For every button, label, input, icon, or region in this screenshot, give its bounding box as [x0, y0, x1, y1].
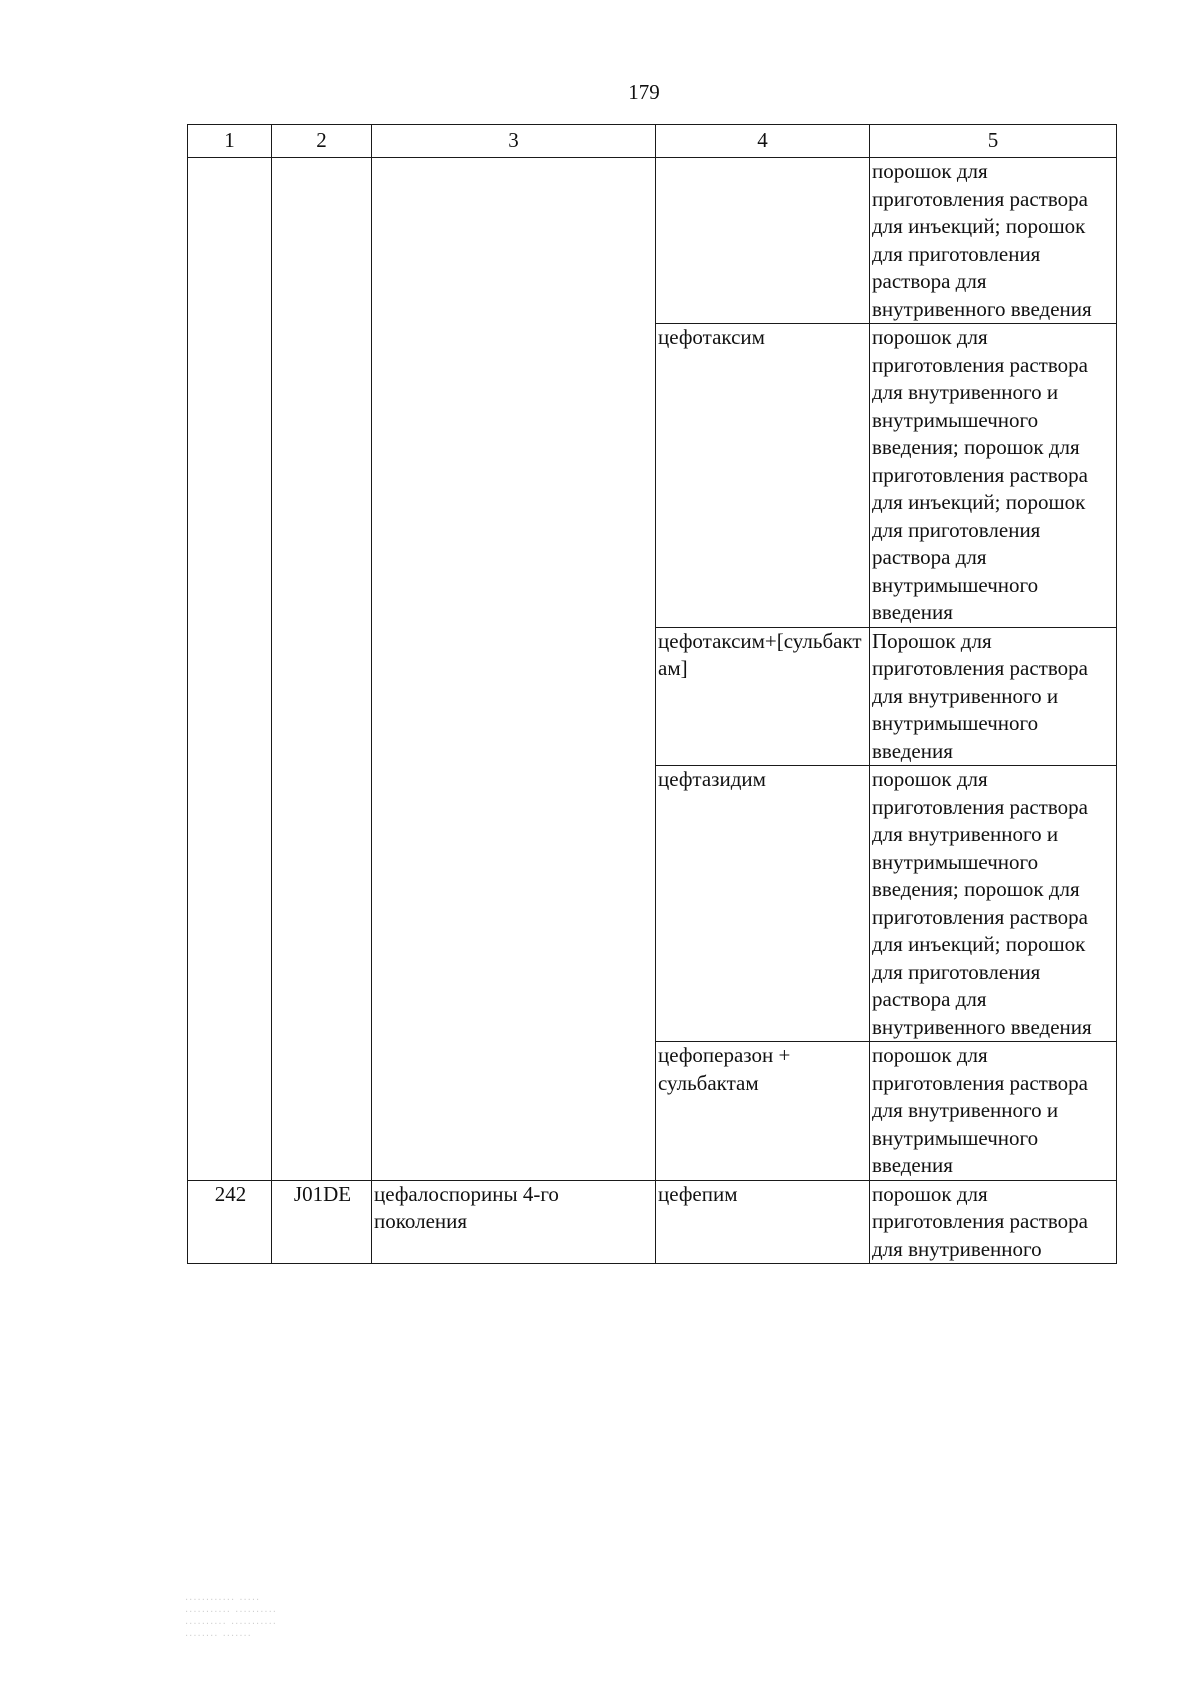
- dosage-form-cell: порошок для приготовления раствора для внутривенного и внутримышечного введения; порошок для приготовления раствора для инъекций; порошок для приготовления раствора для внутривенного введения: [870, 766, 1117, 1042]
- continued-num-cell: [188, 158, 272, 1181]
- header-col-5: 5: [870, 125, 1117, 158]
- row-number-cell: 242: [188, 1180, 272, 1264]
- header-col-1: 1: [188, 125, 272, 158]
- drug-name-cell: цефтазидим: [656, 766, 870, 1042]
- dosage-form-cell: порошок для приготовления раствора для внутривенного и внутримышечного введения; порошок для приготовления раствора для инъекций; порошок для приготовления раствора для внутримышечного введения: [870, 324, 1117, 628]
- page-number: 179: [628, 80, 660, 104]
- drug-name-cell: [656, 158, 870, 324]
- header-col-3: 3: [372, 125, 656, 158]
- drug-name-cell: цефоперазон + сульбактам: [656, 1042, 870, 1181]
- continued-group-cell: [372, 158, 656, 1181]
- table-header-row: [188, 125, 1117, 158]
- faded-stamp: ············ ····· ··········· ·········· ·········· ··········· ········ ·······: [185, 1595, 277, 1642]
- header-col-4: 4: [656, 125, 870, 158]
- drug-table: [187, 124, 1117, 1264]
- atc-code-cell: J01DE: [272, 1180, 372, 1264]
- drug-name-cell: цефотаксим+[сульбактам]: [656, 627, 870, 766]
- group-name-cell: цефалоспорины 4-го поколения: [372, 1180, 656, 1264]
- continued-code-cell: [272, 158, 372, 1181]
- table-row-242: [188, 1180, 1117, 1264]
- table-row: [188, 158, 1117, 324]
- dosage-form-cell: Порошок для приготовления раствора для внутривенного и внутримышечного введения: [870, 627, 1117, 766]
- drug-name-cell: цефепим: [656, 1180, 870, 1264]
- dosage-form-cell: порошок для приготовления раствора для инъекций; порошок для приготовления раствора для внутривенного введения: [870, 158, 1117, 324]
- dosage-form-cell: порошок для приготовления раствора для внутривенного и внутримышечного введения: [870, 1042, 1117, 1181]
- dosage-form-cell: порошок для приготовления раствора для внутривенного: [870, 1180, 1117, 1264]
- drug-name-cell: цефотаксим: [656, 324, 870, 628]
- header-col-2: 2: [272, 125, 372, 158]
